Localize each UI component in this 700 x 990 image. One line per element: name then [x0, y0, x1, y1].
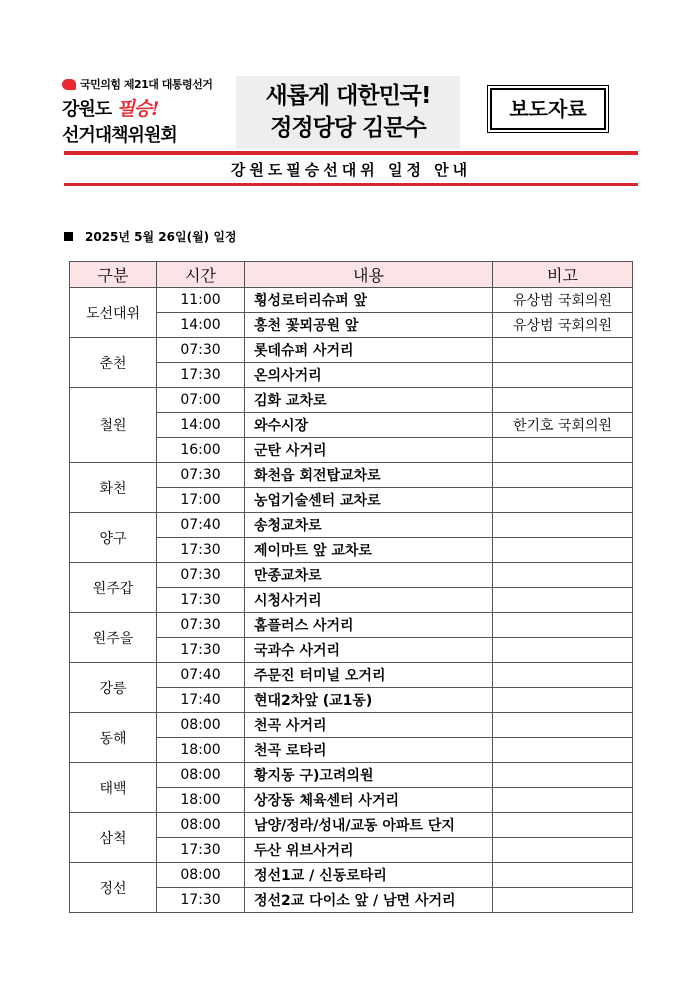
time-cell: 17:30: [157, 588, 245, 613]
region-cell: 도선대위: [70, 288, 157, 338]
note-cell: [493, 813, 633, 838]
logo-pilsung: 필승!: [116, 98, 159, 120]
note-cell: 한기호 국회의원: [493, 413, 633, 438]
region-cell: 강릉: [70, 663, 157, 713]
campaign-logo: [62, 76, 242, 146]
time-cell: 07:30: [157, 463, 245, 488]
time-cell: 17:40: [157, 688, 245, 713]
note-cell: [493, 663, 633, 688]
table-row: [70, 863, 633, 888]
title-bottom-rule: [64, 183, 638, 186]
date-heading: [64, 228, 237, 245]
time-cell: 08:00: [157, 813, 245, 838]
time-cell: 07:00: [157, 388, 245, 413]
place-cell: 시청사거리: [245, 588, 493, 613]
place-cell: 남양/정라/성내/교동 아파트 단지: [245, 813, 493, 838]
schedule-table: [69, 261, 633, 913]
table-row: [70, 763, 633, 788]
document-header: [0, 0, 700, 179]
table-row: [70, 813, 633, 838]
note-cell: [493, 863, 633, 888]
region-cell: 춘천: [70, 338, 157, 388]
place-cell: 농업기술센터 교차로: [245, 488, 493, 513]
place-cell: 홈플러스 사거리: [245, 613, 493, 638]
time-cell: 17:00: [157, 488, 245, 513]
table-row: [70, 513, 633, 538]
title-top-rule: [64, 151, 638, 155]
region-cell: 철원: [70, 388, 157, 463]
time-cell: 11:00: [157, 288, 245, 313]
place-cell: 정선1교 / 신동로타리: [245, 863, 493, 888]
press-release-label: 보도자료: [490, 88, 606, 130]
time-cell: 17:30: [157, 838, 245, 863]
place-cell: 군탄 사거리: [245, 438, 493, 463]
place-cell: 홍천 꽃뫼공원 앞: [245, 313, 493, 338]
header-note: 비고: [493, 262, 633, 288]
place-cell: 국과수 사거리: [245, 638, 493, 663]
region-cell: 원주갑: [70, 563, 157, 613]
note-cell: [493, 563, 633, 588]
slogan-banner: [236, 76, 460, 148]
note-cell: [493, 638, 633, 663]
party-logo-icon: [62, 79, 76, 90]
region-cell: 태백: [70, 763, 157, 813]
place-cell: 정선2교 다이소 앞 / 남면 사거리: [245, 888, 493, 913]
table-row: [70, 663, 633, 688]
note-cell: [493, 788, 633, 813]
slogan-line1: 새롭게 대한민국!: [265, 83, 431, 109]
note-cell: [493, 888, 633, 913]
time-cell: 08:00: [157, 863, 245, 888]
header-time: 시간: [157, 262, 245, 288]
table-row: [70, 388, 633, 413]
region-cell: 삼척: [70, 813, 157, 863]
place-cell: 상장동 체육센터 사거리: [245, 788, 493, 813]
table-row: [70, 563, 633, 588]
note-cell: [493, 513, 633, 538]
place-cell: 만종교차로: [245, 563, 493, 588]
table-row: [70, 613, 633, 638]
region-cell: 양구: [70, 513, 157, 563]
note-cell: [493, 463, 633, 488]
place-cell: 천곡 사거리: [245, 713, 493, 738]
place-cell: 황지동 구)고려의원: [245, 763, 493, 788]
place-cell: 롯데슈퍼 사거리: [245, 338, 493, 363]
note-cell: [493, 438, 633, 463]
place-cell: 천곡 로타리: [245, 738, 493, 763]
place-cell: 제이마트 앞 교차로: [245, 538, 493, 563]
place-cell: 화천읍 회전탑교차로: [245, 463, 493, 488]
time-cell: 17:30: [157, 638, 245, 663]
note-cell: [493, 363, 633, 388]
time-cell: 07:30: [157, 613, 245, 638]
time-cell: 16:00: [157, 438, 245, 463]
table-row: [70, 288, 633, 313]
place-cell: 와수시장: [245, 413, 493, 438]
logo-line1: 국민의힘 제21대 대통령선거: [80, 78, 213, 91]
table-row: [70, 338, 633, 363]
date-text: 2025년 5월 26일(월) 일정: [85, 230, 237, 244]
table-body: [70, 288, 633, 913]
header-content: 내용: [245, 262, 493, 288]
place-cell: 횡성로터리슈퍼 앞: [245, 288, 493, 313]
time-cell: 08:00: [157, 713, 245, 738]
region-cell: 정선: [70, 863, 157, 913]
logo-region: 강원도: [62, 99, 112, 120]
table-header-row: [70, 262, 633, 288]
header-region: 구분: [70, 262, 157, 288]
place-cell: 송청교차로: [245, 513, 493, 538]
time-cell: 17:30: [157, 538, 245, 563]
time-cell: 18:00: [157, 788, 245, 813]
place-cell: 주문진 터미널 오거리: [245, 663, 493, 688]
region-cell: 원주을: [70, 613, 157, 663]
note-cell: [493, 488, 633, 513]
note-cell: [493, 763, 633, 788]
note-cell: [493, 838, 633, 863]
time-cell: 07:40: [157, 663, 245, 688]
note-cell: [493, 388, 633, 413]
place-cell: 온의사거리: [245, 363, 493, 388]
place-cell: 두산 위브사거리: [245, 838, 493, 863]
table-row: [70, 713, 633, 738]
region-cell: 동해: [70, 713, 157, 763]
square-bullet-icon: [64, 232, 73, 241]
note-cell: [493, 688, 633, 713]
place-cell: 현대2차앞 (교1동): [245, 688, 493, 713]
time-cell: 17:30: [157, 888, 245, 913]
place-cell: 김화 교차로: [245, 388, 493, 413]
document-title: 강원도필승선대위 일정 안내: [230, 161, 472, 179]
note-cell: [493, 713, 633, 738]
time-cell: 07:30: [157, 338, 245, 363]
time-cell: 07:30: [157, 563, 245, 588]
note-cell: [493, 538, 633, 563]
note-cell: 유상범 국회의원: [493, 313, 633, 338]
note-cell: [493, 613, 633, 638]
slogan-line2: 정정당당 김문수: [270, 115, 426, 141]
region-cell: 화천: [70, 463, 157, 513]
time-cell: 08:00: [157, 763, 245, 788]
logo-line3: 선거대책위원회: [62, 125, 177, 146]
time-cell: 14:00: [157, 313, 245, 338]
time-cell: 18:00: [157, 738, 245, 763]
note-cell: [493, 338, 633, 363]
note-cell: [493, 738, 633, 763]
time-cell: 14:00: [157, 413, 245, 438]
table-row: [70, 463, 633, 488]
note-cell: 유상범 국회의원: [493, 288, 633, 313]
time-cell: 17:30: [157, 363, 245, 388]
note-cell: [493, 588, 633, 613]
time-cell: 07:40: [157, 513, 245, 538]
